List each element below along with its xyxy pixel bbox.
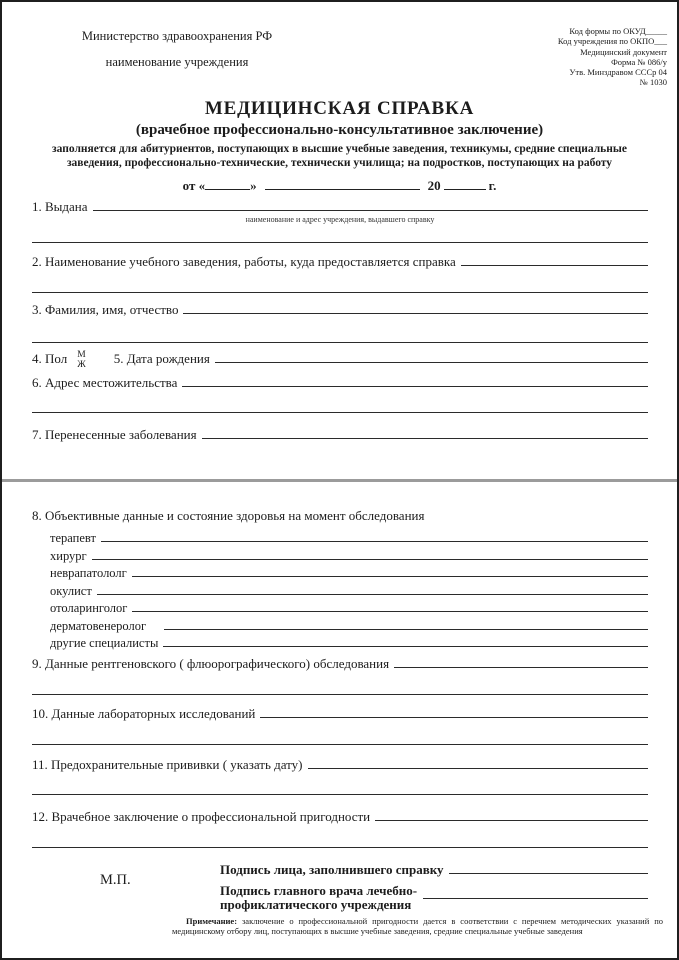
field-5-label: 5. Дата рождения xyxy=(113,351,210,366)
field-11-label: 11. Предохранительные прививки ( указать дату) xyxy=(32,757,303,772)
field-3-extra-line[interactable] xyxy=(32,342,648,343)
field-10-extra-line[interactable] xyxy=(32,744,648,745)
specialist-label: отоларинголог xyxy=(50,601,128,615)
institution-name-caption: наименование учреждения xyxy=(105,55,249,69)
date-year-suffix: г. xyxy=(488,178,497,193)
specialist-input-line[interactable] xyxy=(164,629,648,630)
form-codes-block xyxy=(558,26,667,88)
field-1-extra-line[interactable] xyxy=(32,242,648,243)
field-6-label: 6. Адрес местожительства xyxy=(32,375,178,390)
date-day-field[interactable] xyxy=(205,188,250,190)
ministry-name: Министерство здравоохранения РФ xyxy=(81,29,273,43)
signature-doctor-label-line2: профиклатического учреждения xyxy=(220,897,412,912)
code-form-number: Форма № 086/у xyxy=(611,56,667,67)
sex-option-male[interactable]: М xyxy=(77,350,86,360)
specialist-input-line[interactable] xyxy=(92,559,648,560)
field-8-header xyxy=(32,508,648,523)
specialist-label: неврапатололг xyxy=(50,566,127,580)
field-7-row xyxy=(32,427,648,442)
field-10-row xyxy=(32,706,648,721)
specialist-row-hirurg xyxy=(50,548,648,566)
specialist-row-dermatovenerolog xyxy=(50,618,648,636)
page-title: МЕДИЦИНСКАЯ СПРАВКА xyxy=(204,98,475,119)
field-6-extra-line[interactable] xyxy=(32,412,648,413)
field-4-5-row xyxy=(32,351,648,370)
field-1-input-line[interactable] xyxy=(93,210,648,211)
field-6-row xyxy=(32,375,648,390)
code-okpo: Код учреждения по ОКПО___ xyxy=(557,36,667,47)
field-1-label: 1. Выдана xyxy=(32,199,88,214)
field-2-input-line[interactable] xyxy=(461,265,648,266)
field-3-row xyxy=(32,302,648,317)
page-fold-separator xyxy=(2,479,677,482)
stamp-placeholder: М.П. xyxy=(100,872,131,888)
field-2-row xyxy=(32,254,648,269)
field-8-label: 8. Объективные данные и состояние здоровья на момент обследования xyxy=(32,508,425,523)
field-3-input-line[interactable] xyxy=(183,313,648,314)
field-4-label: 4. Пол xyxy=(32,351,68,366)
signature-filler-row xyxy=(220,862,648,877)
field-3-label: 3. Фамилия, имя, отчество xyxy=(32,302,179,317)
form-description xyxy=(2,142,677,170)
field-12-input-line[interactable] xyxy=(375,820,648,821)
specialist-label: дерматовенеролог xyxy=(50,618,147,633)
ministry-block xyxy=(32,29,322,70)
signature-filler-line[interactable] xyxy=(449,873,648,874)
code-okud: Код формы по ОКУД_____ xyxy=(569,26,667,36)
form-description-line2: заведения, профессионально-технические, технически училища; на подростков, поступающих на работу xyxy=(66,157,613,169)
date-close-quote: » xyxy=(250,178,257,193)
page-subtitle: (врачебное профессионально-консультативное заключение) xyxy=(135,122,544,138)
field-10-input-line[interactable] xyxy=(260,717,648,718)
specialist-input-line[interactable] xyxy=(163,646,648,647)
specialist-label: хирург xyxy=(50,548,87,563)
issue-date-row xyxy=(2,178,677,194)
field-9-extra-line[interactable] xyxy=(32,694,648,695)
field-11-extra-line[interactable] xyxy=(32,794,648,795)
date-year-field[interactable] xyxy=(444,188,486,190)
note-paragraph xyxy=(172,916,663,936)
specialists-list xyxy=(50,530,648,653)
code-order-number: № 1030 xyxy=(639,77,667,88)
field-12-label: 12. Врачебное заключение о профессиональной пригодности xyxy=(32,809,371,824)
field-6-input-line[interactable] xyxy=(182,386,648,387)
specialist-row-terapevt xyxy=(50,530,648,548)
specialist-input-line[interactable] xyxy=(97,594,648,595)
specialist-row-otolaringolog xyxy=(50,600,648,618)
field-11-row xyxy=(32,757,648,772)
specialist-row-other xyxy=(50,635,648,653)
field-9-row xyxy=(32,656,648,671)
field-7-input-line[interactable] xyxy=(202,438,648,439)
signature-doctor-line[interactable] xyxy=(423,898,648,899)
code-approved-by: Утв. Минздравом СССр 04 xyxy=(569,67,667,78)
specialist-input-line[interactable] xyxy=(132,611,648,612)
specialist-row-okulist xyxy=(50,583,648,601)
sex-options[interactable] xyxy=(77,351,86,370)
field-1-row xyxy=(32,199,648,214)
field-12-extra-line[interactable] xyxy=(32,847,648,848)
specialist-label: терапевт xyxy=(50,531,96,545)
field-9-input-line[interactable] xyxy=(394,667,648,668)
field-11-input-line[interactable] xyxy=(308,768,648,769)
field-7-label: 7. Перенесенные заболевания xyxy=(32,427,197,442)
signature-doctor-row xyxy=(220,884,648,912)
signature-filler-label: Подпись лица, заполнившего справку xyxy=(220,862,444,877)
specialist-label: другие специалисты xyxy=(50,636,159,650)
date-month-field[interactable] xyxy=(265,188,420,190)
code-doc-type: Медицинский документ xyxy=(580,46,667,57)
specialist-row-nevropatolog xyxy=(50,565,648,583)
signature-doctor-label xyxy=(220,884,417,912)
form-description-line1: заполняется для абитуриентов, поступающих в высшие учебные заведения, техникумы, средние специальные xyxy=(52,143,627,155)
field-5-input-line[interactable] xyxy=(215,362,648,363)
date-prefix: от « xyxy=(182,178,206,193)
date-year-prefix: 20 xyxy=(427,178,441,193)
specialist-input-line[interactable] xyxy=(101,541,648,542)
field-2-label: 2. Наименование учебного заведения, работы, куда предоставляется справка xyxy=(32,254,456,269)
field-10-label: 10. Данные лабораторных исследований xyxy=(32,706,256,721)
sex-option-female[interactable]: Ж xyxy=(77,359,86,370)
field-1-caption: наименование и адрес учреждения, выдавшего справку xyxy=(245,215,435,224)
note-label: Примечание: xyxy=(186,916,238,926)
specialist-input-line[interactable] xyxy=(132,576,648,577)
signature-doctor-label-line1: Подпись главного врача лечебно- xyxy=(220,883,418,898)
field-12-row xyxy=(32,809,648,824)
specialist-label: окулист xyxy=(50,583,92,598)
field-2-extra-line[interactable] xyxy=(32,292,648,293)
field-9-label: 9. Данные рентгеновского ( флюорографического) обследования xyxy=(32,656,390,671)
note-text: заключение о профессиональной пригодности дается в соответствии с перечнем методических указаний по медицинскому отбору лиц, поступающих в высшие учебные заведения, средние специальные учебные заведения xyxy=(172,916,663,936)
